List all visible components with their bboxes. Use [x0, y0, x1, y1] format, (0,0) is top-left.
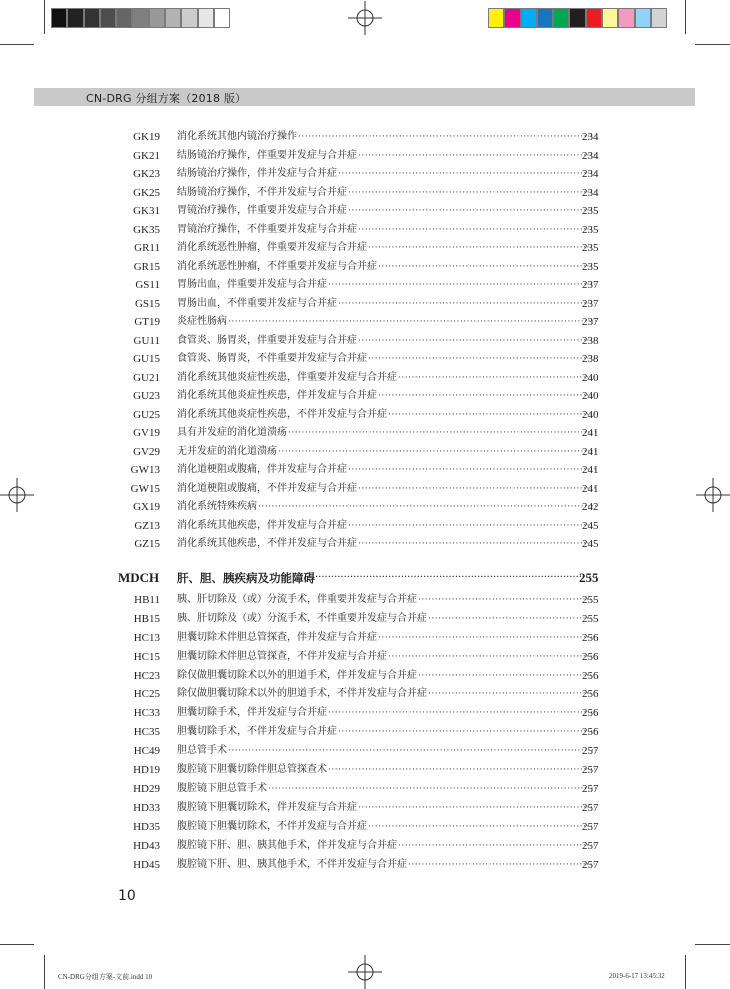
toc-entry-title: 胆总管手术 — [177, 745, 227, 756]
toc-entry-code: GV29 — [133, 446, 160, 458]
color-swatch — [602, 8, 618, 28]
color-swatch — [537, 8, 553, 28]
dot-leader — [228, 313, 597, 331]
dot-leader — [428, 685, 597, 703]
color-swatch — [198, 8, 214, 28]
dot-leader — [368, 239, 597, 257]
toc-entry[interactable] — [0, 350, 730, 368]
dot-leader — [418, 591, 597, 609]
dot-leader — [278, 443, 597, 461]
toc-entry-code: HD43 — [133, 840, 160, 852]
toc-entry-leader — [177, 406, 597, 424]
toc-entry-leader — [177, 184, 597, 202]
toc-entry-page: 234 — [582, 150, 599, 162]
toc-entry-leader — [177, 332, 597, 350]
toc-entry-title: 消化系统特殊疾病 — [177, 501, 257, 512]
dot-leader — [358, 480, 597, 498]
toc-entry[interactable] — [0, 837, 730, 855]
toc-entry[interactable] — [0, 761, 730, 779]
toc-entry-code: GW15 — [130, 483, 160, 495]
toc-entry-code: HC33 — [133, 707, 160, 719]
toc-entry[interactable] — [0, 221, 730, 239]
toc-entry-page: 241 — [582, 464, 599, 476]
print-slug-filename: CN-DRG分组方案-文前.indd 10 — [58, 973, 153, 981]
toc-entry-page: 241 — [582, 446, 599, 458]
toc-entry-page: 257 — [582, 821, 599, 833]
toc-entry-page: 235 — [582, 224, 599, 236]
dot-leader — [368, 818, 597, 836]
toc-entry-title: 无并发症的消化道溃疡 — [177, 446, 277, 457]
dot-leader — [378, 629, 597, 647]
toc-entry-title: 食管炎、肠胃炎，伴重要并发症与合并症 — [177, 335, 357, 346]
crop-mark — [695, 944, 730, 945]
toc-entry[interactable] — [0, 202, 730, 220]
dot-leader — [338, 165, 597, 183]
toc-entry-code: GU15 — [133, 353, 160, 365]
dot-leader — [268, 780, 597, 798]
toc-entry-title: 腹腔镜下胆囊切除伴胆总管探查术 — [177, 764, 327, 775]
toc-entry-code: HD29 — [133, 783, 160, 795]
toc-entry-title: 腹腔镜下胆囊切除术，伴并发症与合并症 — [177, 802, 357, 813]
toc-entry-page: 257 — [582, 859, 599, 871]
toc-entry-leader — [177, 535, 597, 553]
toc-entry-page: 255 — [582, 594, 599, 606]
dot-leader — [298, 128, 597, 146]
color-swatch — [488, 8, 504, 28]
toc-entry-title: 消化道梗阻或腹痛，不伴并发症与合并症 — [177, 483, 357, 494]
print-slug-timestamp: 2019-6-17 13:45:32 — [609, 972, 665, 980]
crop-mark — [695, 44, 730, 45]
dot-leader — [358, 221, 597, 239]
toc-entry-title: 结肠镜治疗操作，不伴并发症与合并症 — [177, 187, 347, 198]
toc-entry-leader — [177, 369, 597, 387]
page-number: 10 — [118, 888, 136, 904]
toc-entry-page: 256 — [582, 670, 599, 682]
toc-entry-title: 结肠镜治疗操作，伴并发症与合并症 — [177, 168, 337, 179]
toc-entry[interactable] — [0, 480, 730, 498]
toc-entry-page: 241 — [582, 483, 599, 495]
toc-entry-code: GT19 — [134, 316, 160, 328]
toc-entry-code: GK21 — [133, 150, 160, 162]
toc-entry[interactable] — [0, 498, 730, 516]
section-code: MDCH — [118, 570, 160, 585]
toc-entry-title: 炎症性肠病 — [177, 316, 227, 327]
color-swatch — [521, 8, 537, 28]
section-title: 肝、胆、胰疾病及功能障碍 — [177, 571, 315, 585]
toc-entry-code: GU11 — [133, 335, 160, 347]
toc-entry[interactable] — [0, 239, 730, 257]
toc-entry-page: 238 — [582, 335, 599, 347]
toc-entry-leader — [177, 837, 597, 855]
toc-entry-code: HD33 — [133, 802, 160, 814]
toc-entry-code: GX19 — [133, 501, 160, 513]
dot-leader — [258, 498, 597, 516]
color-swatch — [553, 8, 569, 28]
dot-leader — [388, 648, 597, 666]
toc-entry[interactable] — [0, 387, 730, 405]
dot-leader — [428, 610, 597, 628]
toc-entry[interactable] — [0, 667, 730, 685]
toc-entry-page: 237 — [582, 316, 599, 328]
color-swatch — [165, 8, 181, 28]
toc-entry-title: 消化系统其他内镜治疗操作 — [177, 131, 297, 142]
toc-entry-code: GR15 — [133, 261, 160, 273]
toc-entry-page: 256 — [582, 707, 599, 719]
toc-entry-leader — [177, 461, 597, 479]
toc-entry-leader — [177, 258, 597, 276]
crop-mark — [0, 944, 34, 945]
toc-entry-title: 腹腔镜下肝、胆、胰其他手术，不伴并发症与合并症 — [177, 859, 407, 870]
toc-entry-title: 腹腔镜下胆囊切除术，不伴并发症与合并症 — [177, 821, 367, 832]
dot-leader — [315, 568, 597, 588]
toc-entry-leader — [177, 856, 597, 874]
toc-entry[interactable] — [0, 443, 730, 461]
toc-entry-page: 257 — [582, 783, 599, 795]
toc-entry[interactable] — [0, 517, 730, 535]
toc-entry-page: 256 — [582, 632, 599, 644]
crop-mark — [0, 44, 34, 45]
toc-entry[interactable] — [0, 165, 730, 183]
dot-leader — [228, 742, 597, 760]
crop-mark — [44, 955, 45, 989]
toc-entry-code: HC23 — [133, 670, 160, 682]
toc-entry-title: 腹腔镜下胆总管手术 — [177, 783, 267, 794]
toc-entry-leader — [177, 498, 597, 516]
toc-entry-leader — [177, 165, 597, 183]
toc-section-heading[interactable] — [0, 568, 730, 588]
toc-entry-title: 胰、肝切除及（或）分流手术，不伴重要并发症与合并症 — [177, 613, 427, 624]
toc-entry-title: 胆囊切除手术，不伴并发症与合并症 — [177, 726, 337, 737]
toc-entry-code: HB11 — [134, 594, 160, 606]
toc-entry-code: GS15 — [134, 298, 160, 310]
color-swatch — [100, 8, 116, 28]
toc-entry[interactable] — [0, 332, 730, 350]
dot-leader — [358, 332, 597, 350]
toc-entry-code: HD35 — [133, 821, 160, 833]
color-swatch — [132, 8, 148, 28]
toc-entry-code: GW13 — [130, 464, 160, 476]
dot-leader — [348, 461, 597, 479]
color-swatch — [504, 8, 520, 28]
toc-entry-title: 胆囊切除手术，伴并发症与合并症 — [177, 707, 327, 718]
toc-entry-title: 消化系统恶性肿瘤，伴重要并发症与合并症 — [177, 242, 367, 253]
dot-leader — [328, 761, 597, 779]
dot-leader — [358, 535, 597, 553]
toc-entry-code: GV19 — [133, 427, 160, 439]
toc-entry-leader — [177, 629, 597, 647]
toc-entry-code: GU21 — [133, 372, 160, 384]
toc-entry-title: 胆囊切除术伴胆总管探查，不伴并发症与合并症 — [177, 651, 387, 662]
toc-entry-page: 255 — [582, 613, 599, 625]
toc-entry-leader — [177, 276, 597, 294]
toc-entry[interactable] — [0, 685, 730, 703]
toc-entry-code: HC25 — [133, 688, 160, 700]
toc-entry-leader — [177, 313, 597, 331]
toc-entry-code: GK19 — [133, 131, 160, 143]
color-swatch — [651, 8, 667, 28]
color-swatch — [618, 8, 634, 28]
toc-entry-page: 256 — [582, 726, 599, 738]
toc-entry-title: 结肠镜治疗操作，伴重要并发症与合并症 — [177, 150, 357, 161]
dot-leader — [378, 387, 597, 405]
toc-entry-code: GZ15 — [134, 538, 160, 550]
toc-entry-leader — [177, 818, 597, 836]
toc-entry[interactable] — [0, 295, 730, 313]
dot-leader — [388, 406, 597, 424]
dot-leader — [358, 799, 597, 817]
toc-entry-code: GU23 — [133, 390, 160, 402]
toc-entry[interactable] — [0, 799, 730, 817]
toc-entry-title: 胃肠出血，伴重要并发症与合并症 — [177, 279, 327, 290]
toc-entry-title: 胃镜治疗操作，伴重要并发症与合并症 — [177, 205, 347, 216]
toc-entry-title: 腹腔镜下肝、胆、胰其他手术，伴并发症与合并症 — [177, 840, 397, 851]
toc-entry-page: 257 — [582, 764, 599, 776]
toc-entry-page: 240 — [582, 372, 599, 384]
dot-leader — [348, 517, 597, 535]
toc-entry-leader — [177, 780, 597, 798]
dot-leader — [338, 295, 597, 313]
dot-leader — [328, 276, 597, 294]
toc-entry-title: 食管炎、肠胃炎，不伴重要并发症与合并症 — [177, 353, 367, 364]
color-swatch — [586, 8, 602, 28]
toc-entry[interactable] — [0, 704, 730, 722]
toc-entry-leader — [177, 742, 597, 760]
dot-leader — [378, 258, 597, 276]
toc-entry[interactable] — [0, 856, 730, 874]
toc-entry[interactable] — [0, 818, 730, 836]
dot-leader — [348, 202, 597, 220]
dot-leader — [368, 350, 597, 368]
toc-entry-leader — [177, 443, 597, 461]
toc-entry-leader — [177, 648, 597, 666]
toc-entry[interactable] — [0, 461, 730, 479]
toc-entry-code: HC15 — [133, 651, 160, 663]
toc-entry-code: HD45 — [133, 859, 160, 871]
registration-mark-icon — [348, 955, 382, 989]
toc-entry-leader — [177, 667, 597, 685]
toc-entry-page: 240 — [582, 409, 599, 421]
registration-mark-icon — [348, 1, 382, 35]
color-swatch — [67, 8, 83, 28]
toc-entry-leader — [177, 591, 597, 609]
section-leader — [177, 568, 597, 588]
color-calibration-bar — [488, 8, 667, 28]
toc-entry-page: 238 — [582, 353, 599, 365]
dot-leader — [398, 369, 597, 387]
toc-entry-title: 除仅做胆囊切除术以外的胆道手术，不伴并发症与合并症 — [177, 688, 427, 699]
color-swatch — [84, 8, 100, 28]
toc-entry-leader — [177, 723, 597, 741]
toc-entry-title: 具有并发症的消化道溃疡 — [177, 427, 287, 438]
toc-entry-code: HB15 — [133, 613, 160, 625]
toc-entry-code: HC35 — [133, 726, 160, 738]
toc-entry-page: 234 — [582, 131, 599, 143]
dot-leader — [358, 147, 597, 165]
toc-entry-leader — [177, 517, 597, 535]
running-header-title: CN-DRG 分组方案（2018 版） — [86, 92, 247, 105]
toc-entry[interactable] — [0, 258, 730, 276]
toc-entry-title: 除仅做胆囊切除术以外的胆道手术，伴并发症与合并症 — [177, 670, 417, 681]
toc-entry-page: 256 — [582, 688, 599, 700]
crop-mark — [685, 955, 686, 989]
toc-entry-leader — [177, 221, 597, 239]
toc-entry-title: 胆囊切除术伴胆总管探查，伴并发症与合并症 — [177, 632, 377, 643]
toc-entry-title: 消化系统其他疾患，伴并发症与合并症 — [177, 520, 347, 531]
toc-entry-leader — [177, 685, 597, 703]
toc-entry-title: 胃镜治疗操作，不伴重要并发症与合并症 — [177, 224, 357, 235]
toc-entry-code: GK31 — [133, 205, 160, 217]
toc-entry[interactable] — [0, 629, 730, 647]
toc-entry-title: 消化系统恶性肿瘤，不伴重要并发症与合并症 — [177, 261, 377, 272]
toc-entry-title: 消化系统其他炎症性疾患，不伴并发症与合并症 — [177, 409, 387, 420]
toc-entry[interactable] — [0, 742, 730, 760]
toc-entry-code: GK35 — [133, 224, 160, 236]
toc-entry[interactable] — [0, 147, 730, 165]
color-swatch — [51, 8, 67, 28]
toc-entry-leader — [177, 239, 597, 257]
dot-leader — [398, 837, 597, 855]
toc-entry-page: 245 — [582, 520, 599, 532]
toc-entry-leader — [177, 350, 597, 368]
toc-entry-leader — [177, 704, 597, 722]
toc-entry[interactable] — [0, 369, 730, 387]
toc-entry-page: 242 — [582, 501, 599, 513]
toc-entry[interactable] — [0, 184, 730, 202]
dot-leader — [288, 424, 597, 442]
toc-entry[interactable] — [0, 723, 730, 741]
toc-entry-page: 240 — [582, 390, 599, 402]
toc-entry-page: 234 — [582, 187, 599, 199]
toc-entry-leader — [177, 799, 597, 817]
toc-entry-page: 257 — [582, 840, 599, 852]
dot-leader — [328, 704, 597, 722]
dot-leader — [418, 667, 597, 685]
toc-entry-page: 241 — [582, 427, 599, 439]
toc-entry-leader — [177, 147, 597, 165]
toc-entry-leader — [177, 202, 597, 220]
section-page: 255 — [579, 570, 599, 585]
toc-entry[interactable] — [0, 313, 730, 331]
toc-entry-leader — [177, 424, 597, 442]
toc-entry-title: 消化系统其他炎症性疾患，伴重要并发症与合并症 — [177, 372, 397, 383]
toc-entry-leader — [177, 761, 597, 779]
toc-entry-page: 235 — [582, 205, 599, 217]
toc-entry-title: 消化系统其他疾患，不伴并发症与合并症 — [177, 538, 357, 549]
toc-entry-code: GU25 — [133, 409, 160, 421]
dot-leader — [348, 184, 597, 202]
toc-entry[interactable] — [0, 424, 730, 442]
toc-entry-code: HC49 — [133, 745, 160, 757]
color-swatch — [635, 8, 651, 28]
toc-entry[interactable] — [0, 406, 730, 424]
toc-entry-code: GS11 — [135, 279, 160, 291]
toc-entry-code: HC13 — [133, 632, 160, 644]
toc-entry-page: 235 — [582, 242, 599, 254]
toc-entry[interactable] — [0, 648, 730, 666]
toc-entry-code: HD19 — [133, 764, 160, 776]
toc-entry-title: 消化系统其他炎症性疾患，伴并发症与合并症 — [177, 390, 377, 401]
toc-entry[interactable] — [0, 780, 730, 798]
toc-entry-code: GZ13 — [134, 520, 160, 532]
color-swatch — [149, 8, 165, 28]
toc-entry-page: 235 — [582, 261, 599, 273]
toc-entry-page: 256 — [582, 651, 599, 663]
toc-entry-code: GK23 — [133, 168, 160, 180]
toc-entry-leader — [177, 387, 597, 405]
toc-entry[interactable] — [0, 610, 730, 628]
color-swatch — [569, 8, 585, 28]
crop-mark — [685, 0, 686, 34]
toc-entry-page: 257 — [582, 745, 599, 757]
gray-calibration-bar — [51, 8, 230, 28]
toc-entry-title: 胰、肝切除及（或）分流手术，伴重要并发症与合并症 — [177, 594, 417, 605]
toc-entry-leader — [177, 128, 597, 146]
color-swatch — [181, 8, 197, 28]
toc-entry-leader — [177, 480, 597, 498]
toc-entry[interactable] — [0, 276, 730, 294]
toc-entry-leader — [177, 295, 597, 313]
toc-entry-title: 胃肠出血，不伴重要并发症与合并症 — [177, 298, 337, 309]
dot-leader — [338, 723, 597, 741]
toc-entry-code: GR11 — [134, 242, 160, 254]
toc-entry-page: 234 — [582, 168, 599, 180]
toc-entry-page: 237 — [582, 298, 599, 310]
crop-mark — [44, 0, 45, 34]
toc-entry-code: GK25 — [133, 187, 160, 199]
toc-entry-leader — [177, 610, 597, 628]
toc-entry-title: 消化道梗阻或腹痛，伴并发症与合并症 — [177, 464, 347, 475]
toc-entry-page: 257 — [582, 802, 599, 814]
color-swatch — [214, 8, 230, 28]
color-swatch — [116, 8, 132, 28]
toc-entry-page: 245 — [582, 538, 599, 550]
toc-entry[interactable] — [0, 535, 730, 553]
dot-leader — [408, 856, 597, 874]
toc-entry[interactable] — [0, 128, 730, 146]
toc-entry[interactable] — [0, 591, 730, 609]
toc-entry-page: 237 — [582, 279, 599, 291]
